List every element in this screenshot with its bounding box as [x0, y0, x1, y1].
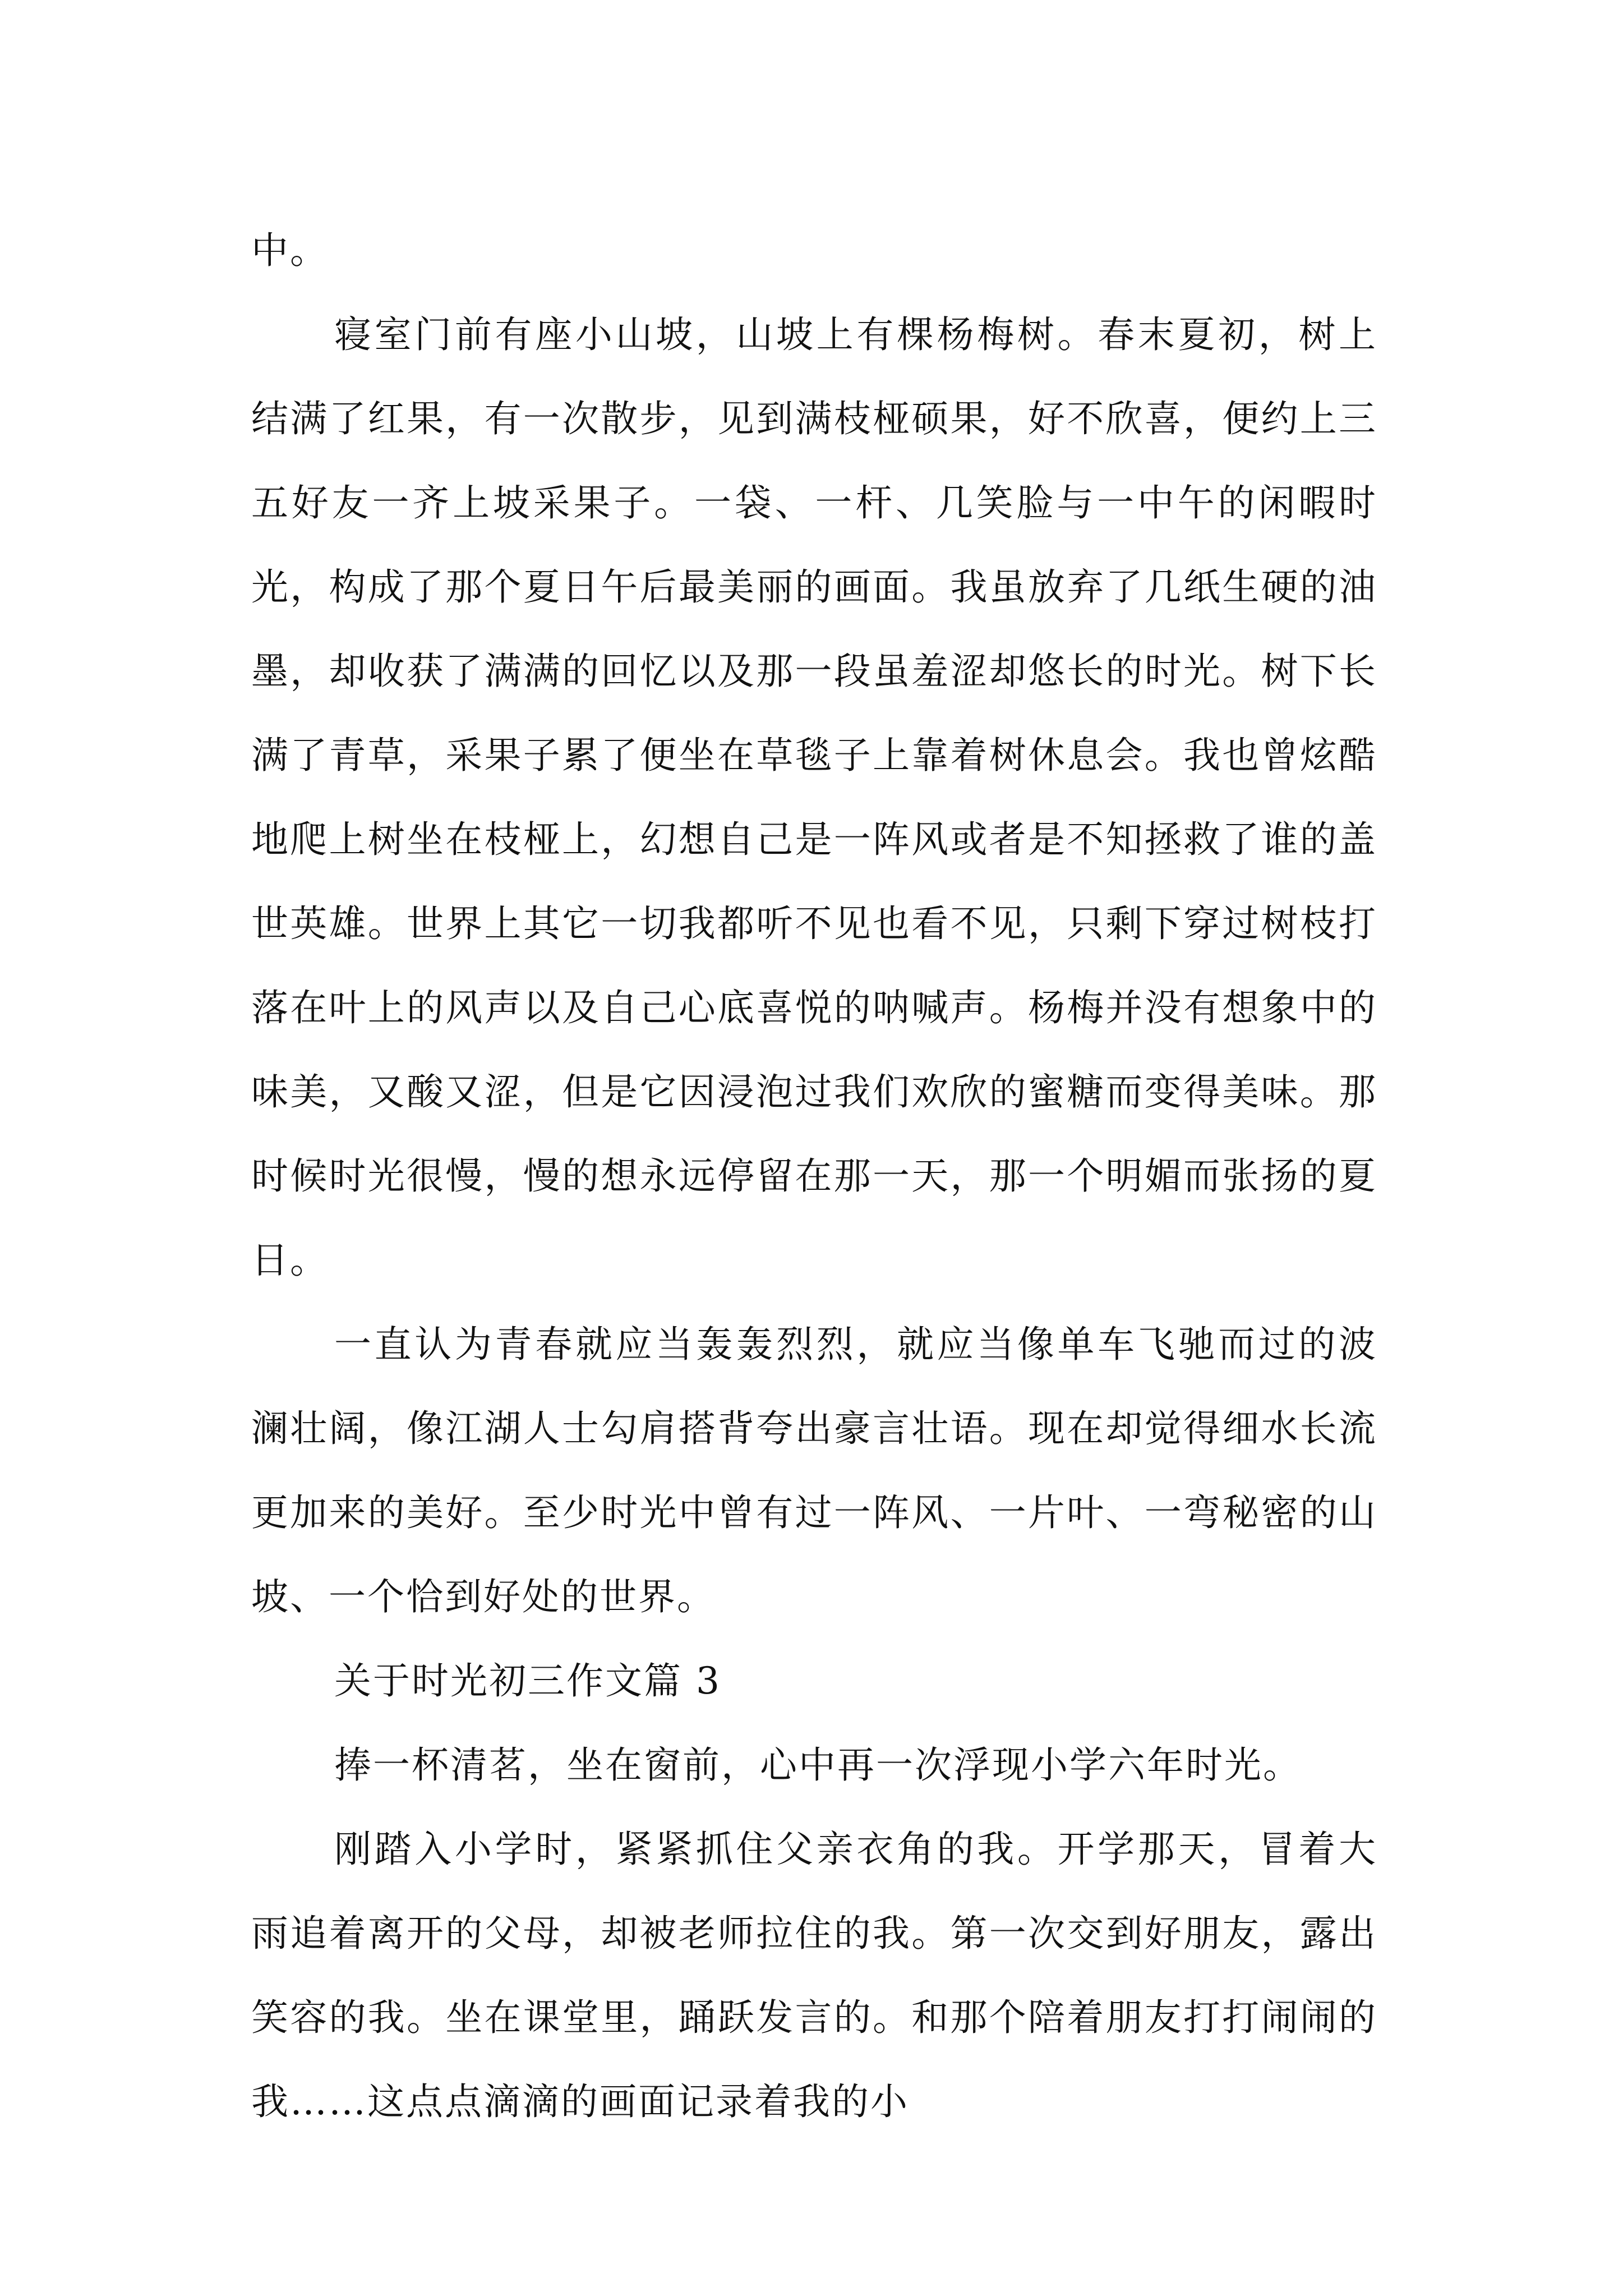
paragraph-primary-school: 刚踏入小学时，紧紧抓住父亲衣角的我。开学那天，冒着大雨追着离开的父母，却被老师拉住的我。第一次交到好朋友，露出笑容的我。坐在课堂里，踊跃发言的。和那个陪着朋友打打闹闹的我……这点点滴滴的画面记录着我的小 — [251, 1828, 1377, 2123]
paragraph-hillside-tree: 寝室门前有座小山坡，山坡上有棵杨梅树。春末夏初，树上结满了红果，有一次散步，见到满枝桠硕果，好不欣喜，便约上三五好友一齐上坡采果子。一袋、一杆、几笑脸与一中午的闲暇时光，构成了那个夏日午后最美丽的画面。我虽放弃了几纸生硬的油墨，却收获了满满的回忆以及那一段虽羞涩却悠长的时光。树下长满了青草，采果子累了便坐在草毯子上靠着树休息会。我也曾炫酷地爬上树坐在枝桠上，幻想自己是一阵风或者是不知拯救了谁的盖世英雄。世界上其它一切我都听不见也看不见，只剩下穿过树枝打落在叶上的风声以及自己心底喜悦的呐喊声。杨梅并没有想象中的味美，又酸又涩，但是它因浸泡过我们欢欣的蜜糖而变得美味。那时候时光很慢，慢的想永远停留在那一天，那一个明媚而张扬的夏日。 — [251, 313, 1377, 1282]
paragraph-youth-reflection: 一直认为青春就应当轰轰烈烈，就应当像单车飞驰而过的波澜壮阔，像江湖人士勾肩搭背夸出豪言壮语。现在却觉得细水长流更加来的美好。至少时光中曾有过一阵风、一片叶、一弯秘密的山坡、一个恰到好处的世界。 — [251, 1323, 1377, 1618]
document-page — [251, 209, 1377, 2144]
section-heading: 关于时光初三作文篇 3 — [334, 1659, 721, 1703]
paragraph-continuation: 中。 — [251, 229, 329, 272]
paragraph-tea-window: 捧一杯清茗，坐在窗前，心中再一次浮现小学六年时光。 — [334, 1743, 1302, 1787]
